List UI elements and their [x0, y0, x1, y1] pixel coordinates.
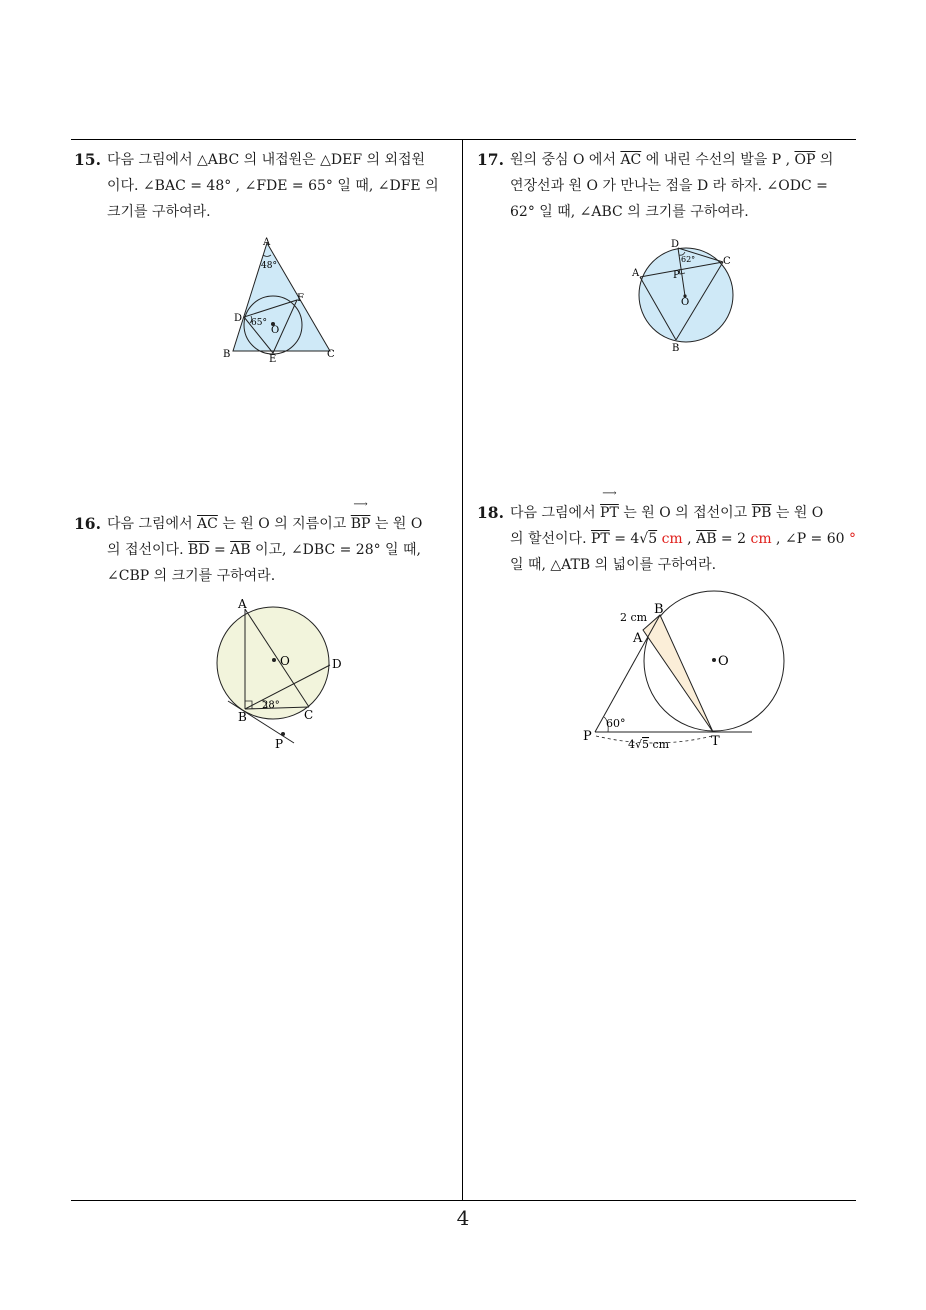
segment-pt: $\overline{PT}$ [590, 531, 610, 547]
problem-text-line: 의 접선이다. $\overline{BD} = \overline{AB}$ 이고, ∠DBC = 28° 일 때, [107, 542, 422, 558]
label-o: O [718, 654, 729, 669]
label-b: B [238, 710, 247, 724]
problem-text-line: 원의 중심 O 에서 $\overline{AC}$ 에 내린 수선의 발을 P , $\overline{OP}$ 의 [510, 152, 834, 168]
figure-17 [630, 236, 750, 356]
label-b: B [672, 343, 680, 354]
sqrt-sign: √ [639, 531, 649, 547]
problem-15 [74, 147, 459, 225]
page-number: 4 [456, 1206, 470, 1230]
problem-number: 16. [74, 514, 101, 533]
label-f: F [297, 293, 304, 304]
problem-16 [74, 499, 459, 589]
problem-text-line: 연장선과 원 O 가 만나는 점을 D 라 하자. ∠ODC = [510, 178, 828, 194]
problem-text-line: 다음 그림에서 ⟶ $\overline{PT}$ 는 원 O 의 접선이고 $\overline{PB}$ 는 원 O [510, 500, 877, 526]
label-b: B [654, 602, 664, 617]
problem-text-line: 다음 그림에서 $\overline{AC}$ 는 원 O 의 지름이고 ⟶ $\overline{BP}$ 는 원 O [107, 511, 459, 537]
label-d: D [671, 239, 680, 250]
ray-bp: ⟶ $\overline{BP}$ [350, 499, 371, 532]
label-o: O [280, 654, 290, 668]
label-d: D [332, 657, 342, 671]
problem-text-line: 62° 일 때, ∠ABC 의 크기를 구하여라. [510, 204, 749, 220]
label-o: O [681, 297, 690, 308]
segment-ac: $\overline{AC}$ [197, 516, 218, 532]
figure-18 [580, 588, 790, 758]
label-p: P [583, 729, 592, 744]
figure-16 [226, 597, 356, 757]
angle-label-d: 65° [251, 318, 267, 328]
label-p: P [275, 737, 284, 751]
angle-label-a: 48° [261, 261, 277, 271]
center-point [272, 658, 276, 662]
problem-number: 15. [74, 150, 101, 169]
unit-cm: cm [750, 531, 772, 547]
segment-ab: $\overline{AB}$ [230, 542, 251, 558]
problem-text-line: 크기를 구하여라. [107, 204, 211, 220]
label-a: A [263, 237, 271, 248]
label-e: E [269, 354, 277, 365]
segment-bd: $\overline{BD}$ [187, 542, 210, 558]
label-o: O [271, 325, 280, 336]
problem-text-line: ∠CBP 의 크기를 구하여라. [107, 568, 276, 584]
problem-number: 18. [477, 503, 504, 522]
label-a: A [632, 268, 640, 279]
segment-op: $\overline{OP}$ [794, 152, 816, 168]
triangle-atb [643, 615, 713, 732]
label-b: B [223, 349, 231, 360]
angle-label-b: 28° [262, 700, 280, 711]
problem-text-line: 일 때, △ATB 의 넓이를 구하여라. [510, 557, 717, 573]
label-c: C [327, 349, 335, 360]
problem-text-line: 의 할선이다. $\overline{PT} = 4√5$ cm , $\overline{AB} = 2$ cm , ∠P = 60 ° [510, 531, 857, 547]
unit-cm: cm [661, 531, 683, 547]
label-c: C [723, 256, 731, 267]
figure-15 [215, 233, 345, 368]
label-a: A [633, 631, 643, 646]
center-point [712, 658, 716, 662]
ray-pt: ⟶ $\overline{PT}$ [600, 488, 619, 521]
label-t: T [711, 734, 720, 749]
top-rule [71, 139, 856, 140]
segment-pb: $\overline{PB}$ [751, 505, 772, 521]
label-p: P [673, 270, 680, 281]
angle-label-p: 60° [606, 717, 626, 730]
problem-18 [477, 488, 877, 578]
problem-text-line: 이다. ∠BAC = 48° , ∠FDE = 65° 일 때, ∠DFE 의 [107, 178, 439, 194]
secant-pb [595, 615, 660, 732]
length-label-pt: 4√5 cm [628, 738, 670, 751]
problem-17 [477, 147, 862, 225]
column-divider [462, 139, 463, 1200]
angle-label-d: 62° [681, 255, 696, 264]
length-label-ab: 2 cm [620, 611, 648, 624]
bottom-rule [71, 1200, 856, 1201]
label-c: C [304, 708, 314, 722]
problem-text-line: 다음 그림에서 △ABC 의 내접원은 △DEF 의 외접원 [107, 152, 426, 168]
problem-number: 17. [477, 150, 504, 169]
point-p [281, 732, 285, 736]
segment-ac: $\overline{AC}$ [620, 152, 642, 168]
label-d: D [234, 313, 243, 324]
label-a: A [238, 597, 247, 611]
segment-ab: $\overline{AB}$ [696, 531, 717, 547]
degree-sign: ° [849, 531, 857, 547]
